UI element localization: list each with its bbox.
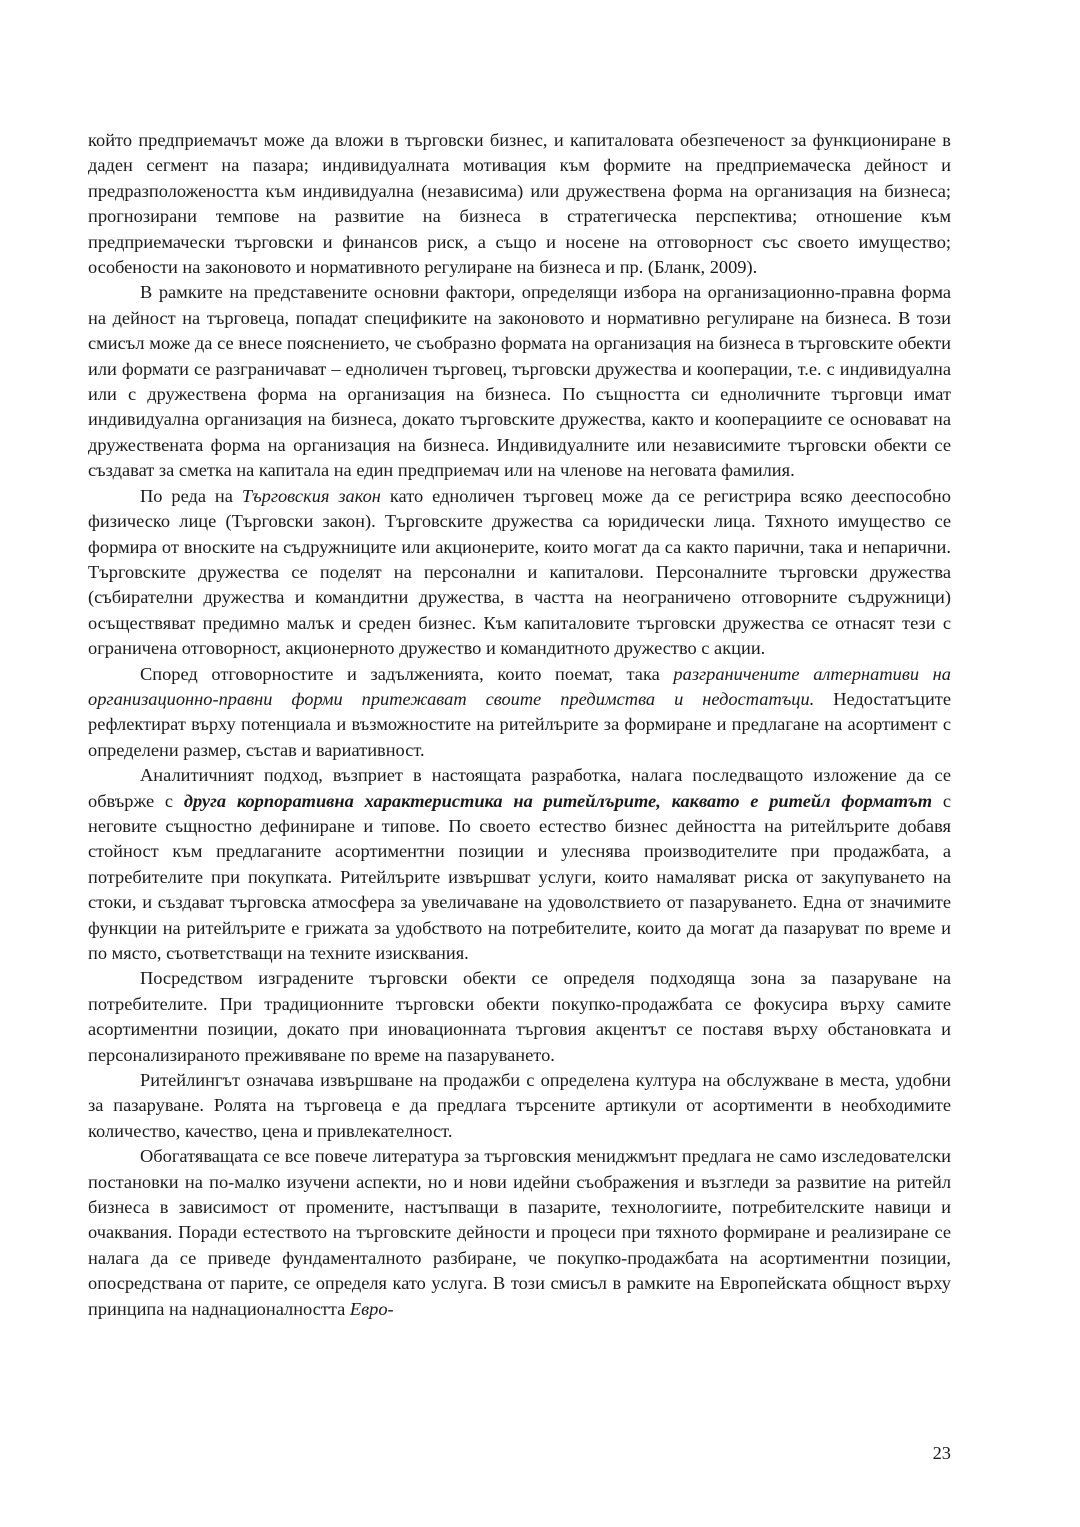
- paragraph-text: Обогатяващата се все повече литература за търговския мениджмънт предлага не само изследователски постановки на по-малко изучени аспекти, но и нови идейни съображения и възгледи за развитие на ритейл бизнеса в зависимост от промените, настъпващи в пазарите, технологиите, потребителските навици и очаквания. Поради естеството на търговските дейности и процеси при тяхното формиране и реализиране се налага да се приведе фундаменталното разбиране, че покупко-продажбата на асортиментни позиции, опосредствана от парите, се определя като услуга. В този смисъл в рамките на Европейската общност върху принципа на наднационалността: [88, 1146, 951, 1319]
- paragraph-3: [88, 484, 951, 662]
- paragraph-text: Недостатъците рефлектират върху потенциала и възможностите на ритейлърите за формиране и предлагане на асортимент с определени размер, състав и вариативност.: [88, 688, 951, 760]
- paragraph-text: Според отговорностите и задълженията, които поемат, така: [140, 663, 674, 684]
- paragraph-1: [88, 128, 951, 280]
- paragraph-6: [88, 966, 951, 1068]
- paragraph-text: Аналитичният подход, възприет в настоящата разработка, налага последващото изложение да се обвърже с: [88, 765, 951, 811]
- italic-emphasis: разграничените алтернативи на организационно-правни форми притежават своите предимства и недостатъци.: [88, 663, 951, 709]
- paragraph-text: който предприемачът може да вложи в търговски бизнес, и капиталовата обезпеченост за функциониране в даден сегмент на пазара; индивидуалната мотивация към формите на предприемаческа дейност и предразположеността към индивидуална (независима) или дружествена форма на организация на бизнеса; прогнозирани темпове на развитие на бизнеса в стратегическа перспектива; отношение към предприемачески търговски и финансов риск, а също и носене на отговорност със своето имущество; особености на законовото и нормативното регулиране на бизнеса и пр. (Бланк, 2009).: [88, 130, 951, 278]
- paragraph-text: Ритейлингът означава извършване на продажби с определена култура на обслужване в места, удобни за пазаруване. Ролята на търговеца е да предлага търсените артикули от асортименти в необходимите количество, качество, цена и привлекателност.: [88, 1070, 951, 1141]
- paragraph-text: В рамките на представените основни фактори, определящи избора на организационно-правна форма на дейност на търговеца, попадат спецификите на законовото и нормативно регулиране на бизнеса. В този смисъл може да се внесе пояснението, че съобразно формата на организация на бизнеса в търговските обекти или формати се разграничават – едноличен търговец, търговски дружества и кооперации, т.е. с индивидуална или с дружествена форма на организация на бизнеса. По същността си едноличните търговци имат индивидуална организация на бизнеса, докато търговските дружества, както и кооперациите се основават на дружествената форма на организация на бизнеса. Индивидуалните или независимите търговски обекти се създават за сметка на капитала на един предприемач или на членове на неговата фамилия.: [88, 282, 951, 481]
- paragraph-text: По реда на: [140, 485, 242, 506]
- italic-continuation: Евро-: [349, 1298, 394, 1319]
- paragraph-5: [88, 763, 951, 966]
- paragraph-text: с неговите същностно дефиниране и типове. По своето естество бизнес дейността на ритейлърите добавя стойност към предлаганите асортиментни позиции и улеснява производителите при продажбата, а потребителите при покупката. Ритейлърите извършват услуги, които намаляват риска от закупуването на стоки, и създават търговска атмосфера за увеличаване на удоволствието от пазаруването. Една от значимите функции на ритейлърите е грижата за удобството на потребителите, които да могат да пазаруват по време и по място, съответстващи на техните изисквания.: [88, 790, 952, 963]
- page-body: [88, 128, 951, 1322]
- italic-law-name: Търговския закон: [241, 485, 381, 506]
- paragraph-2: [88, 280, 951, 483]
- paragraph-8: [88, 1144, 951, 1322]
- paragraph-text: като едноличен търговец може да се регистрира всяко дееспособно физическо лице (Търговски закон). Търговските дружества са юридически лица. Тяхното имущество се формира от вноските на съдружниците или акционерите, които могат да са както парични, така и непарични. Търговските дружества се поделят на персонални и капиталови. Персоналните търговски дружества (събирателни дружества и командитни дружества, в частта на неограничено отговорните съдружници) осъществяват предимно малък и среден бизнес. Към капиталовите търговски дружества се отнасят тези с ограничена отговорност, акционерното дружество и командитното дружество с акции.: [88, 485, 951, 659]
- paragraph-7: [88, 1068, 951, 1144]
- paragraph-4: [88, 662, 951, 764]
- paragraph-text: Посредством изградените търговски обекти се определя подходяща зона за пазаруване на потребителите. При традиционните търговски обекти покупко-продажбата се фокусира върху самите асортиментни позиции, докато при иновационната търговия акцентът се поставя върху обстановката и персонализираното преживяване по време на пазаруването.: [88, 968, 951, 1065]
- bold-italic-emphasis: друга корпоративна характеристика на ритейлърите, каквато е ритейл форматът: [183, 790, 933, 811]
- page-number: 23: [932, 1443, 951, 1463]
